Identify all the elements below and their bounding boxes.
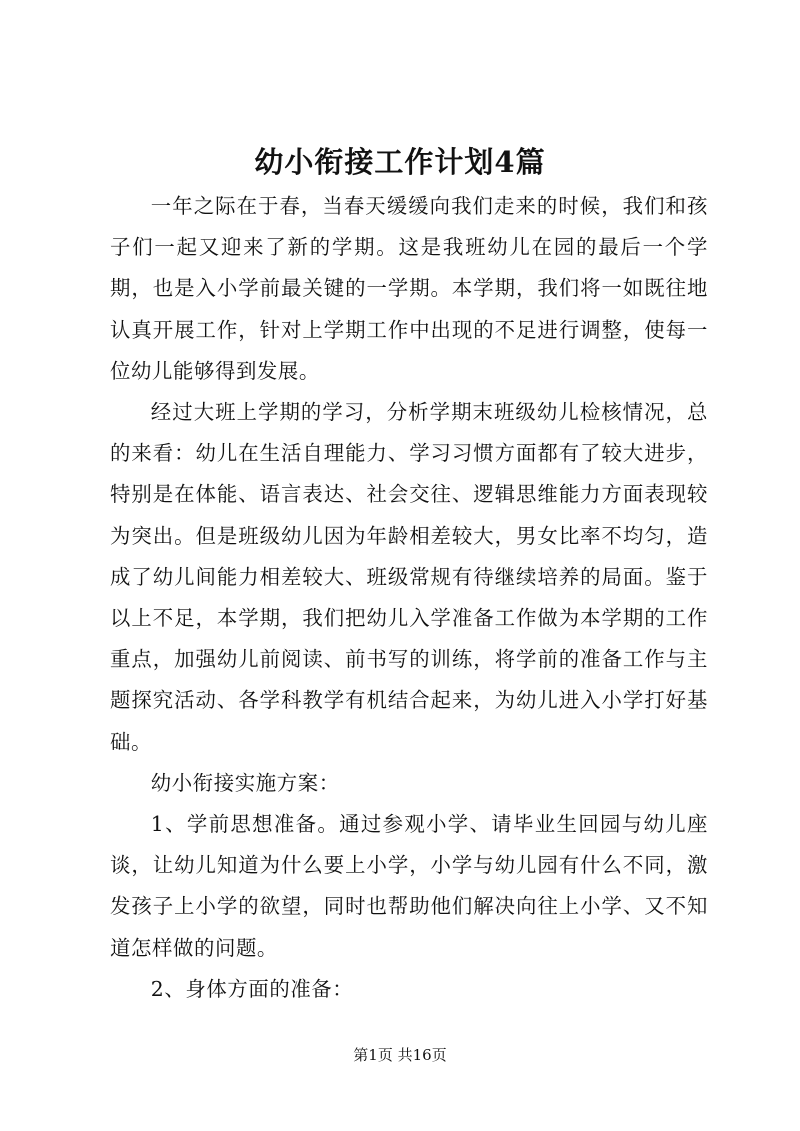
page-footer: [0, 1045, 800, 1065]
document-body: [110, 186, 708, 1010]
paragraph-plan-heading: 幼小衔接实施方案：: [150, 770, 340, 795]
paragraph-analysis: 经过大班上学期的学习，分析学期末班级幼儿检核情况，总的来看：幼儿在生活自理能力、学习习惯方面都有了较大进步，特别是在体能、语言表达、社会交往、逻辑思维能力方面表现较为突出。但是班级幼儿因为年龄相差较大，男女比率不均匀，造成了幼儿间能力相差较大、班级常规有待继续培养的局面。鉴于以上不足，本学期，我们把幼儿入学准备工作做为本学期的工作重点，加强幼儿前阅读、前书写的训练，将学前的准备工作与主题探究活动、各学科教学有机结合起来，为幼儿进入小学打好基础。: [110, 400, 708, 754]
page-title: 幼小衔接工作计划4篇: [254, 145, 546, 179]
paragraph-intro: 一年之际在于春，当春天缓缓向我们走来的时候，我们和孩子们一起又迎来了新的学期。这是我班幼儿在园的最后一个学期，也是入小学前最关键的一学期。本学期，我们将一如既往地认真开展工作，针对上学期工作中出现的不足进行调整，使每一位幼儿能够得到发展。: [110, 194, 708, 383]
paragraph-item-1: 1、学前思想准备。通过参观小学、请毕业生回园与幼儿座谈，让幼儿知道为什么要上小学，小学与幼儿园有什么不同，激发孩子上小学的欲望，同时也帮助他们解决向往上小学、又不知道怎样做的问题。: [110, 812, 708, 960]
page-number: 第1页 共16页: [353, 1046, 447, 1064]
paragraph-item-2: 2、身体方面的准备：: [150, 976, 354, 1001]
